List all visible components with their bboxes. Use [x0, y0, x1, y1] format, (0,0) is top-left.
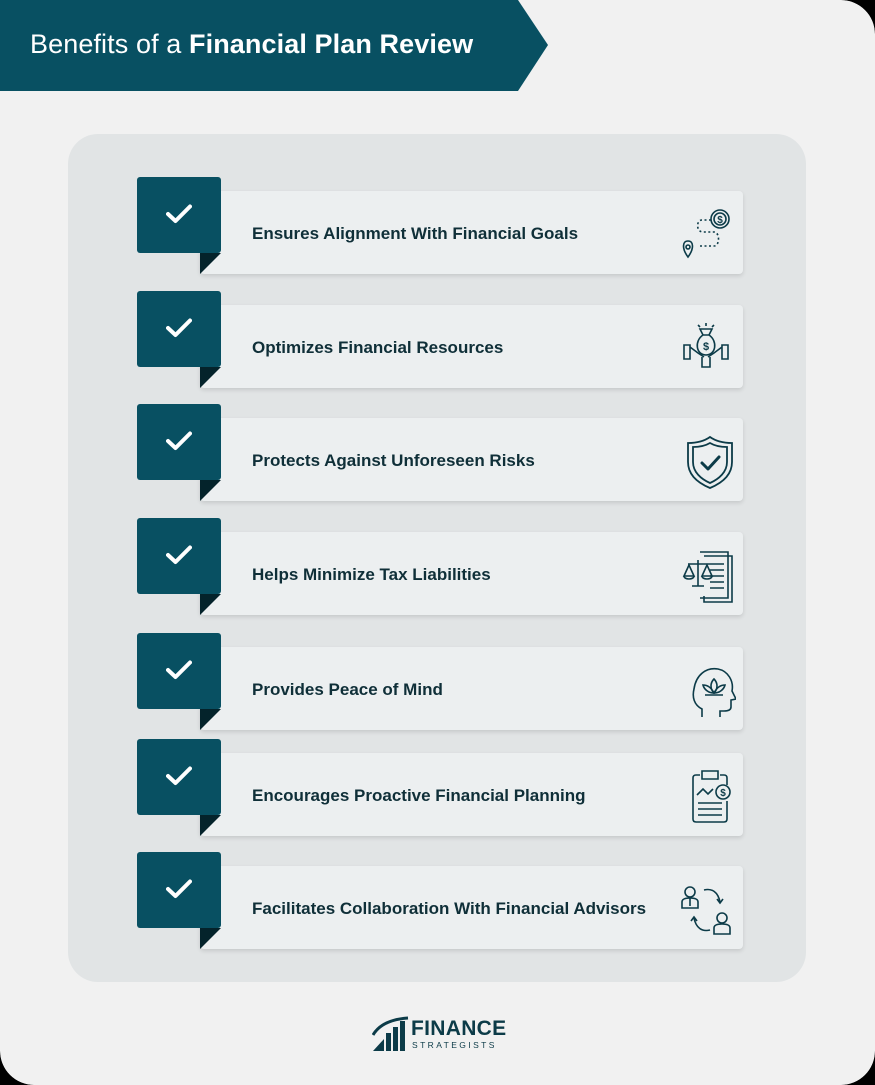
- check-icon: [166, 431, 192, 451]
- check-icon: [166, 879, 192, 899]
- benefit-item-7: [0, 852, 875, 950]
- benefit-label: Provides Peace of Mind: [252, 680, 443, 699]
- benefit-item-6: [0, 739, 875, 837]
- money-bag-hands-icon: [676, 319, 736, 379]
- title-bold: Financial Plan Review: [189, 29, 474, 59]
- check-icon: [166, 545, 192, 565]
- benefit-label: Helps Minimize Tax Liabilities: [252, 565, 491, 584]
- check-icon: [166, 318, 192, 338]
- clipboard-chart-icon: [676, 767, 736, 827]
- benefit-label: Encourages Proactive Financial Planning: [252, 786, 586, 805]
- tax-document-scale-icon: [676, 546, 736, 606]
- check-icon: [166, 660, 192, 680]
- title-prefix: Benefits of a: [30, 29, 189, 59]
- advisor-exchange-icon: [676, 880, 736, 940]
- benefit-label: Facilitates Collaboration With Financial Advisors: [252, 899, 647, 918]
- mind-lotus-icon: [676, 661, 736, 721]
- brand-subname: STRATEGISTS: [412, 1040, 497, 1050]
- check-icon: [166, 766, 192, 786]
- shield-check-icon: [676, 432, 736, 492]
- benefit-item-5: [0, 633, 875, 731]
- benefit-item-3: [0, 404, 875, 502]
- benefit-label: Optimizes Financial Resources: [252, 338, 504, 357]
- svg-text:$: $: [717, 215, 723, 226]
- goal-path-icon: [676, 205, 736, 265]
- svg-text:$: $: [720, 788, 726, 799]
- svg-text:$: $: [702, 341, 710, 353]
- benefit-label: Ensures Alignment With Financial Goals: [252, 224, 579, 243]
- benefit-item-1: [0, 177, 875, 275]
- page-title: [30, 29, 473, 60]
- brand-name: FINANCE: [411, 1017, 507, 1040]
- benefit-item-4: [0, 518, 875, 616]
- benefit-item-2: [0, 291, 875, 389]
- benefit-label: Protects Against Unforeseen Risks: [252, 451, 535, 470]
- check-icon: [166, 204, 192, 224]
